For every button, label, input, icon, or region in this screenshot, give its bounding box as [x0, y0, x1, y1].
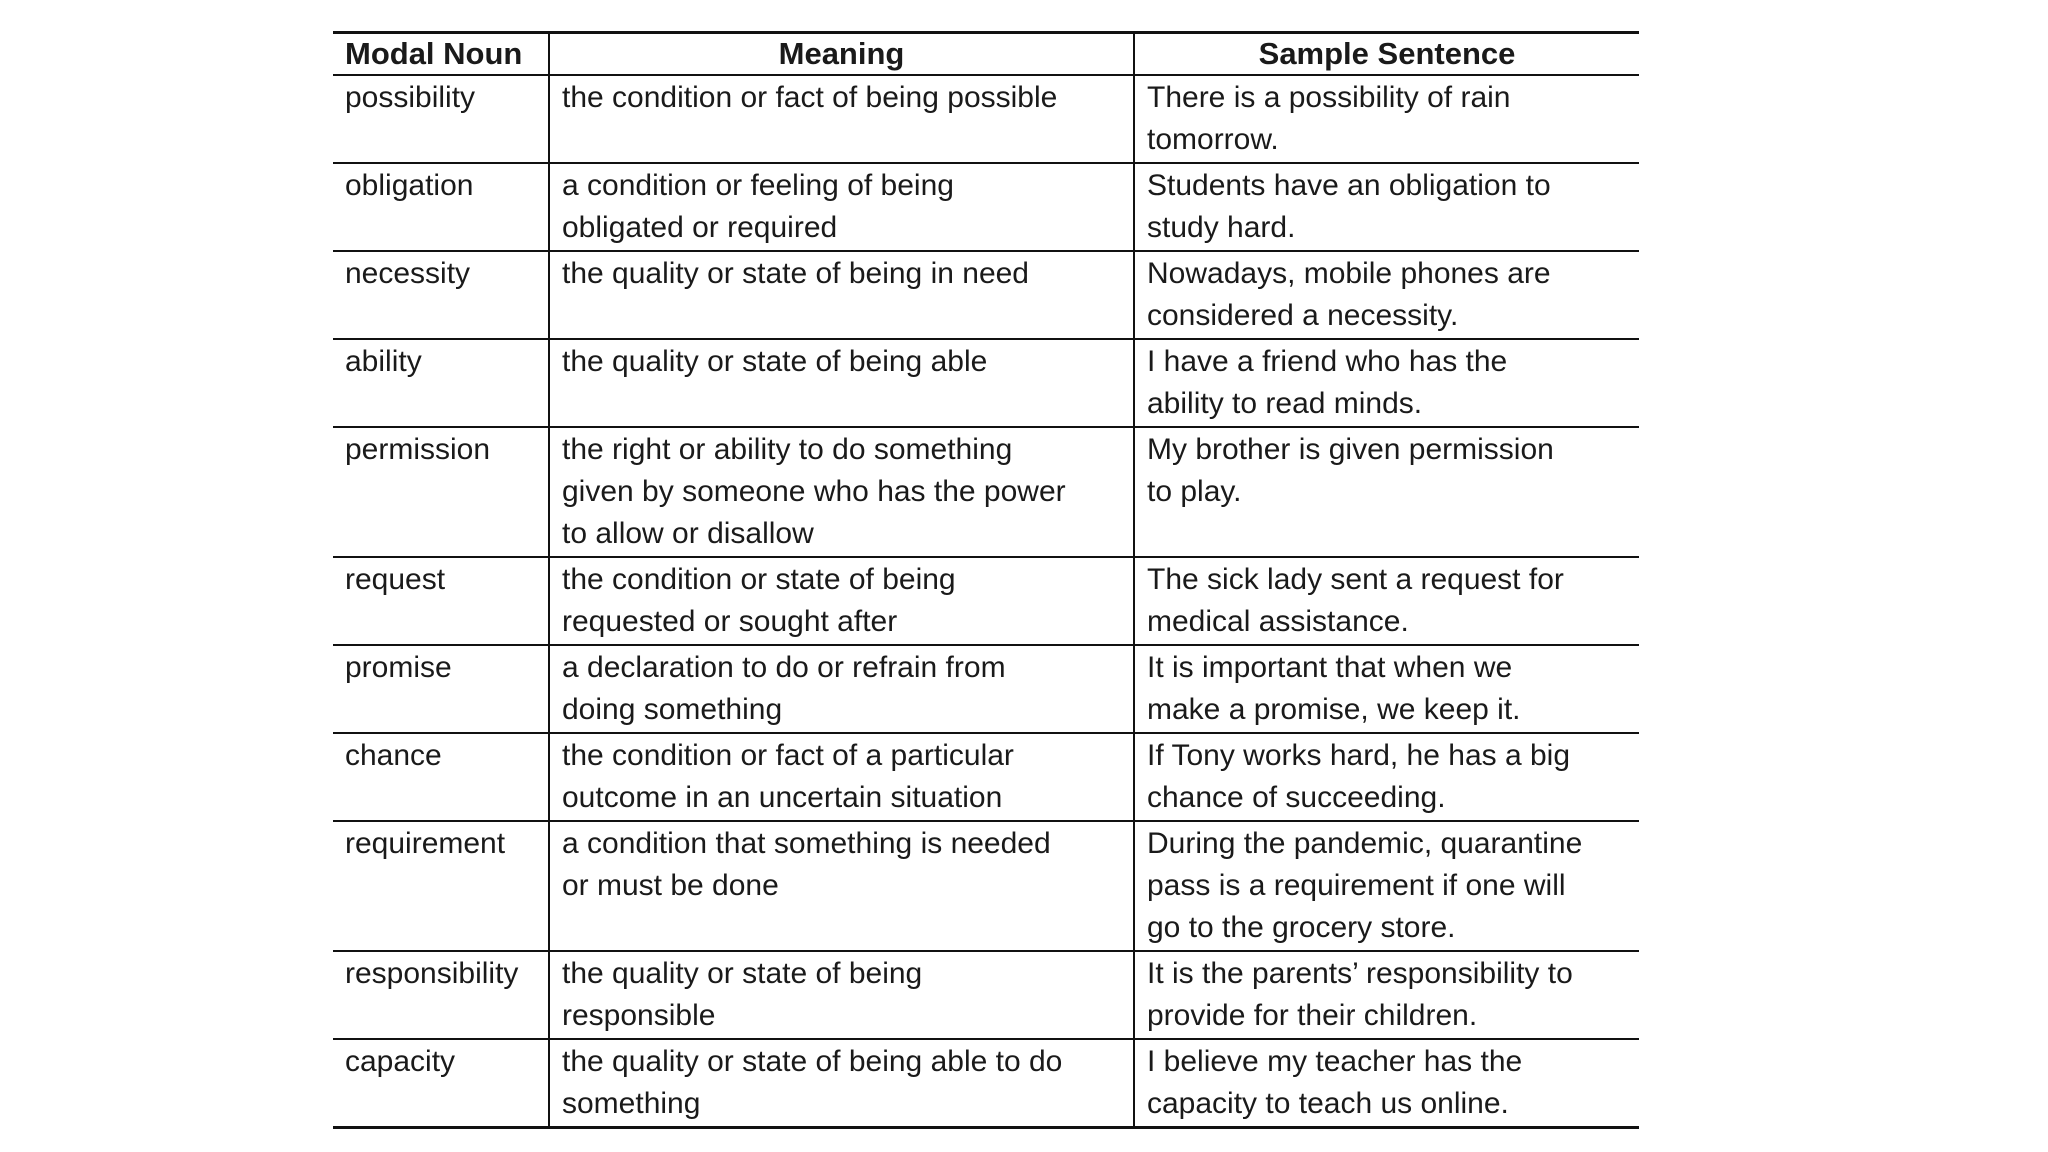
meaning-cell	[549, 821, 1134, 951]
modal-noun-cell	[333, 1039, 549, 1128]
table-row	[333, 557, 1639, 645]
table-row	[333, 339, 1639, 427]
sample-sentence-cell	[1134, 75, 1639, 163]
table-row	[333, 163, 1639, 251]
sentence-line: It is the parents’ responsibility to	[1147, 957, 1573, 990]
sentence-line: make a promise, we keep it.	[1147, 693, 1521, 726]
sentence-line: provide for their children.	[1147, 999, 1478, 1032]
table-row	[333, 75, 1639, 163]
sample-sentence-cell	[1134, 645, 1639, 733]
sentence-line: ability to read minds.	[1147, 387, 1423, 420]
meaning-cell	[549, 427, 1134, 557]
table-body	[333, 75, 1639, 1128]
sentence-line: I have a friend who has the	[1147, 345, 1508, 378]
modal-noun-text: necessity	[345, 257, 471, 290]
sentence-line: pass is a requirement if one will	[1147, 869, 1566, 902]
meaning-line: a condition that something is needed	[562, 827, 1051, 860]
sentence-line: study hard.	[1147, 211, 1296, 244]
table-row	[333, 427, 1639, 557]
sentence-line: I believe my teacher has the	[1147, 1045, 1523, 1078]
meaning-line: outcome in an uncertain situation	[562, 781, 1003, 814]
sample-sentence-cell	[1134, 1039, 1639, 1128]
sentence-line: tomorrow.	[1147, 123, 1279, 156]
sentence-line: Nowadays, mobile phones are	[1147, 257, 1551, 290]
modal-noun-cell	[333, 733, 549, 821]
sentence-line: If Tony works hard, he has a big	[1147, 739, 1571, 772]
sentence-line: My brother is given permission	[1147, 433, 1554, 466]
modal-noun-text: obligation	[345, 169, 474, 202]
meaning-line: the condition or fact of being possible	[562, 81, 1058, 114]
table-row	[333, 251, 1639, 339]
sentence-line: considered a necessity.	[1147, 299, 1459, 332]
meaning-line: the quality or state of being able to do	[562, 1045, 1063, 1078]
modal-noun-text: request	[345, 563, 446, 596]
meaning-cell	[549, 951, 1134, 1039]
meaning-line: doing something	[562, 693, 783, 726]
meaning-line: the right or ability to do something	[562, 433, 1013, 466]
table-row	[333, 951, 1639, 1039]
sample-sentence-cell	[1134, 339, 1639, 427]
modal-noun-text: possibility	[345, 81, 476, 114]
meaning-line: responsible	[562, 999, 716, 1032]
meaning-cell	[549, 75, 1134, 163]
sentence-line: There is a possibility of rain	[1147, 81, 1511, 114]
header-row	[333, 33, 1639, 76]
modal-noun-cell	[333, 75, 549, 163]
meaning-line: given by someone who has the power	[562, 475, 1066, 508]
modal-noun-cell	[333, 163, 549, 251]
sentence-line: Students have an obligation to	[1147, 169, 1551, 202]
meaning-line: the quality or state of being	[562, 957, 923, 990]
sentence-line: to play.	[1147, 475, 1242, 508]
sentence-line: chance of succeeding.	[1147, 781, 1446, 814]
sample-sentence-cell	[1134, 427, 1639, 557]
sample-sentence-cell	[1134, 251, 1639, 339]
sentence-line: medical assistance.	[1147, 605, 1409, 638]
sample-sentence-cell	[1134, 557, 1639, 645]
modal-noun-cell	[333, 427, 549, 557]
table-row	[333, 821, 1639, 951]
table-row	[333, 1039, 1639, 1128]
sample-sentence-cell	[1134, 951, 1639, 1039]
modal-noun-cell	[333, 557, 549, 645]
meaning-cell	[549, 163, 1134, 251]
meaning-line: obligated or required	[562, 211, 838, 244]
modal-noun-cell	[333, 645, 549, 733]
header-sample-sentence: Sample Sentence	[1134, 33, 1639, 76]
sentence-line: It is important that when we	[1147, 651, 1513, 684]
table-row	[333, 733, 1639, 821]
meaning-line: the condition or fact of a particular	[562, 739, 1014, 772]
meaning-line: the quality or state of being able	[562, 345, 988, 378]
meaning-line: something	[562, 1087, 701, 1120]
modal-noun-cell	[333, 821, 549, 951]
meaning-line: or must be done	[562, 869, 779, 902]
meaning-cell	[549, 645, 1134, 733]
meaning-cell	[549, 251, 1134, 339]
sentence-line: go to the grocery store.	[1147, 911, 1456, 944]
header-modal-noun: Modal Noun	[333, 33, 549, 76]
table-row	[333, 645, 1639, 733]
sample-sentence-cell	[1134, 163, 1639, 251]
modal-noun-cell	[333, 251, 549, 339]
sentence-line: capacity to teach us online.	[1147, 1087, 1509, 1120]
meaning-line: requested or sought after	[562, 605, 898, 638]
meaning-line: a declaration to do or refrain from	[562, 651, 1006, 684]
modal-noun-text: promise	[345, 651, 452, 684]
meaning-cell	[549, 339, 1134, 427]
modal-noun-cell	[333, 339, 549, 427]
sample-sentence-cell	[1134, 733, 1639, 821]
modal-noun-cell	[333, 951, 549, 1039]
modal-noun-text: responsibility	[345, 957, 519, 990]
modal-noun-text: requirement	[345, 827, 506, 860]
modal-noun-text: ability	[345, 345, 422, 378]
sentence-line: The sick lady sent a request for	[1147, 563, 1564, 596]
sample-sentence-cell	[1134, 821, 1639, 951]
modal-noun-text: permission	[345, 433, 491, 466]
sentence-line: During the pandemic, quarantine	[1147, 827, 1583, 860]
modal-nouns-table	[333, 31, 1639, 1129]
meaning-cell	[549, 557, 1134, 645]
modal-noun-text: chance	[345, 739, 442, 772]
header-meaning: Meaning	[549, 33, 1134, 76]
meaning-line: to allow or disallow	[562, 517, 814, 550]
meaning-line: a condition or feeling of being	[562, 169, 954, 202]
meaning-line: the quality or state of being in need	[562, 257, 1029, 290]
meaning-line: the condition or state of being	[562, 563, 956, 596]
meaning-cell	[549, 733, 1134, 821]
table-header	[333, 33, 1639, 76]
meaning-cell	[549, 1039, 1134, 1128]
modal-noun-text: capacity	[345, 1045, 456, 1078]
